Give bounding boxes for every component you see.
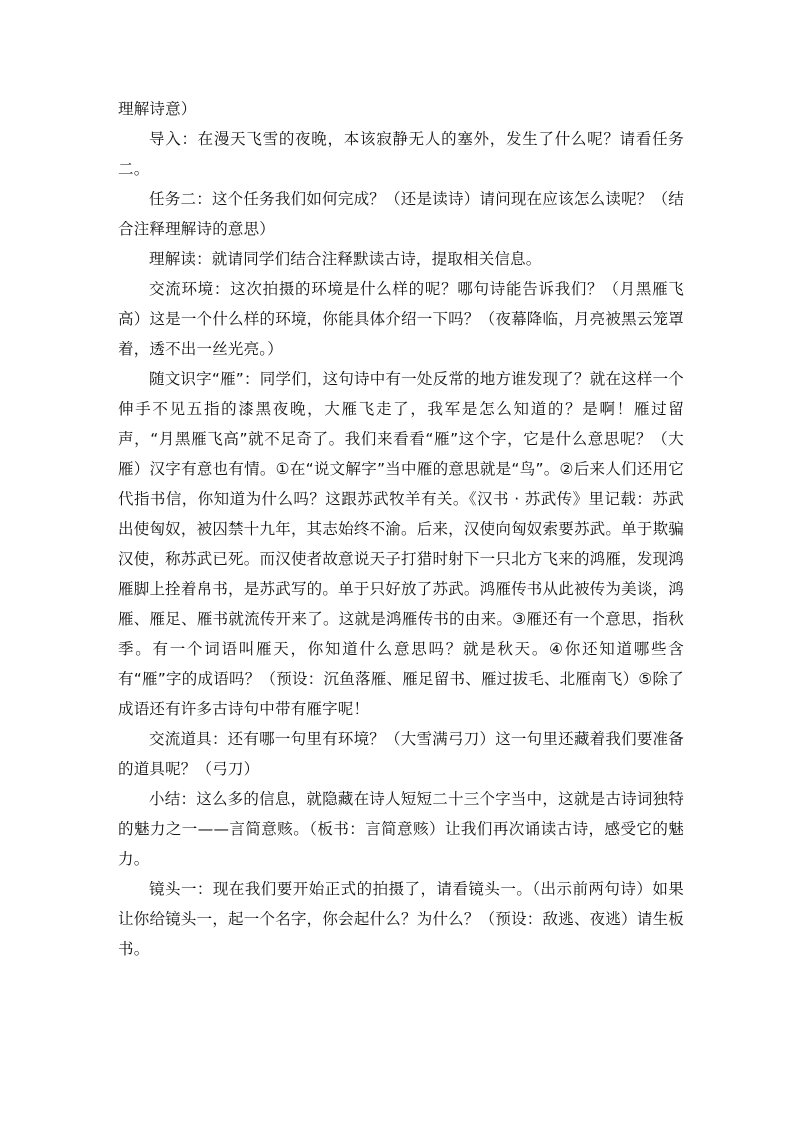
paragraph-4: 理解读：就请同学们结合注释默读古诗，提取相关信息。 — [149, 250, 542, 268]
paragraph-2: 导入：在漫天飞雪的夜晚，本该寂静无人的塞外，发生了什么呢？请看任务二。 — [118, 130, 684, 178]
paragraph-8: 小结：这么多的信息，就隐藏在诗人短短二十三个字当中，这就是古诗词独特的魅力之一——言简意赅。（板书：言简意赅）让我们再次诵读古诗，感受它的魅力。 — [118, 790, 684, 868]
paragraph-9: 镜头一：现在我们要开始正式的拍摄了，请看镜头一。（出示前两句诗）如果让你给镜头一，起一个名字，你会起什么？为什么？（预设：敌逃、夜逃）请生板书。 — [118, 880, 684, 958]
paragraph-7: 交流道具：还有哪一句里有环境？（大雪满弓刀）这一句里还藏着我们要准备的道具呢？（弓刀） — [118, 730, 684, 778]
paragraph-3: 任务二：这个任务我们如何完成？（还是读诗）请问现在应该怎么读呢？（结合注释理解诗的意思） — [118, 190, 684, 238]
paragraph-1: 理解诗意） — [118, 100, 197, 118]
paragraph-6: 随文识字“雁”：同学们，这句诗中有一处反常的地方谁发现了？就在这样一个伸手不见五指的漆黑夜晚，大雁飞走了，我军是怎么知道的？是啊！雁过留声，“月黑雁飞高”就不足奇了。我们来看看“雁”这个字，它是什么意思呢？（大雁）汉字有意也有情。①在“说文解字”当中雁的意思就是“鸟”。②后来人们还用它代指书信，你知道为什么吗？这跟苏武牧羊有关。《汉书 · 苏武传》里记载：苏武出使匈奴，被囚禁十九年，其志始终不渝。后来，汉使向匈奴索要苏武。单于欺骗汉使，称苏武已死。而汉使者故意说天子打猎时射下一只北方飞来的鸿雁，发现鸿雁脚上拴着帛书，是苏武写的。单于只好放了苏武。鸿雁传书从此被传为美谈，鸿雁、雁足、雁书就流传开来了。这就是鸿雁传书的由来。③雁还有一个意思，指秋季。有一个词语叫雁天，你知道什么意思吗？就是秋天。④你还知道哪些含有“雁”字的成语吗？（预设：沉鱼落雁、雁足留书、雁过拔毛、北雁南飞）⑤除了成语还有许多古诗句中带有雁字呢！ — [118, 370, 684, 718]
document-page — [118, 94, 684, 964]
paragraph-5: 交流环境：这次拍摄的环境是什么样的呢？哪句诗能告诉我们？（月黑雁飞高）这是一个什么样的环境，你能具体介绍一下吗？（夜幕降临，月亮被黑云笼罩着，透不出一丝光亮。） — [118, 280, 684, 358]
